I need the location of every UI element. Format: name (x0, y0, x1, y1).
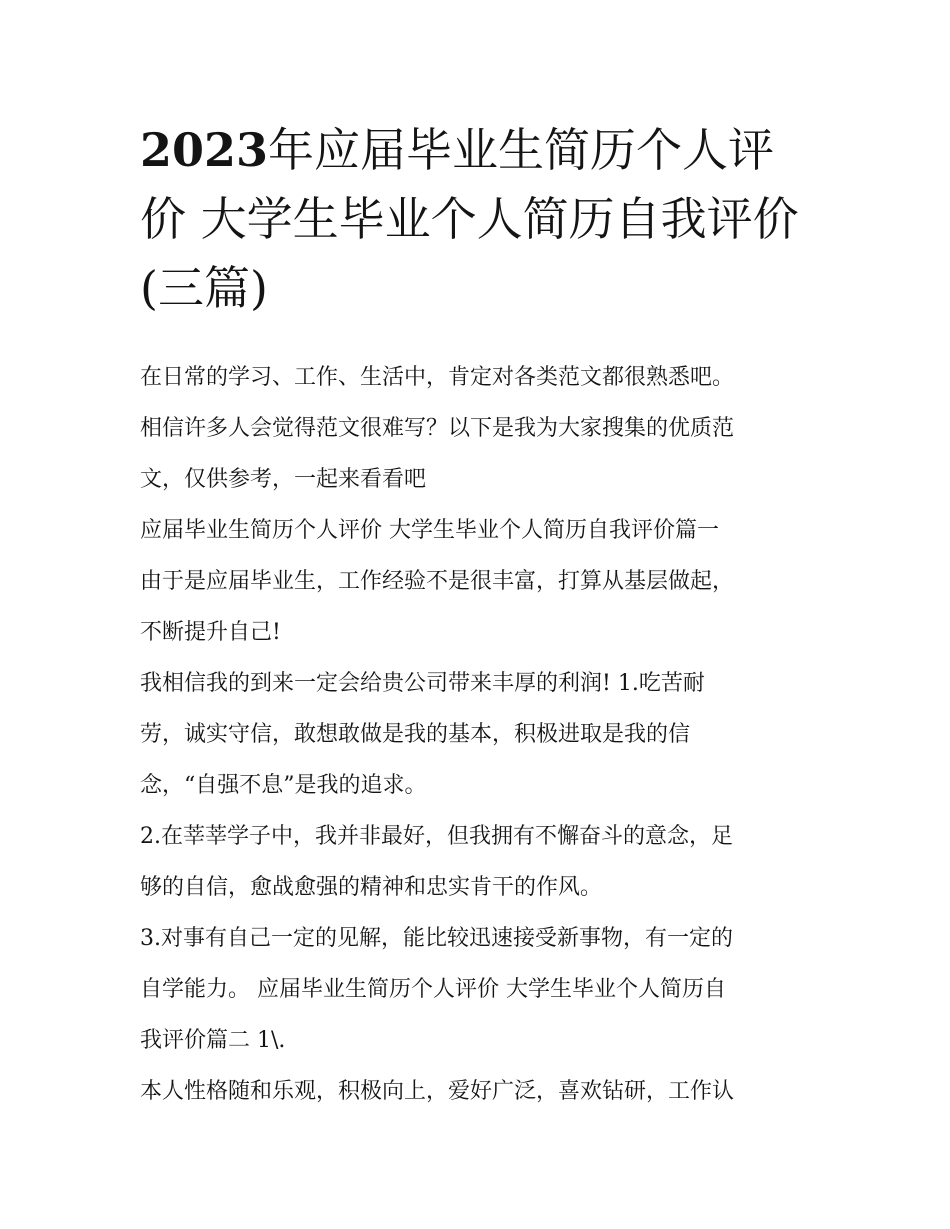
body-line: 2.在莘莘学子中，我并非最好，但我拥有不懈奋斗的意念，足 (140, 824, 733, 849)
body-line: 念，“自强不息”是我的追求。 (140, 773, 427, 798)
document-body (140, 352, 816, 1117)
body-line: 应届毕业生简历个人评价 大学生毕业个人简历自我评价篇一 (140, 518, 719, 543)
document-title (140, 116, 812, 323)
body-line: 在日常的学习、工作、生活中，肯定对各类范文都很熟悉吧。 (140, 365, 735, 390)
body-line: 我相信我的到来一定会给贵公司带来丰厚的利润! 1.吃苦耐 (140, 671, 705, 696)
body-line: 不断提升自己! (140, 620, 281, 645)
body-line: 文，仅供参考，一起来看看吧 (140, 467, 427, 492)
body-line: 劳，诚实守信，敢想敢做是我的基本，积极进取是我的信 (140, 722, 691, 747)
title-text: 年应届毕业生简历个人评价 大学生毕业个人简历自我评价(三篇) (140, 123, 799, 315)
body-line: 由于是应届毕业生，工作经验不是很丰富，打算从基层做起， (140, 569, 735, 594)
body-line: 我评价篇二 1\. (140, 1028, 286, 1053)
body-line: 够的自信，愈战愈强的精神和忠实肯干的作风。 (140, 875, 603, 900)
body-line: 本人性格随和乐观，积极向上，爱好广泛，喜欢钻研，工作认 (140, 1079, 735, 1104)
body-line: 自学能力。 应届毕业生简历个人评价 大学生毕业个人简历自 (140, 977, 726, 1002)
body-line: 3.对事有自己一定的见解，能比较迅速接受新事物，有一定的 (140, 926, 733, 951)
body-line: 相信许多人会觉得范文很难写？以下是我为大家搜集的优质范 (140, 416, 735, 441)
title-year: 2023 (140, 123, 269, 177)
